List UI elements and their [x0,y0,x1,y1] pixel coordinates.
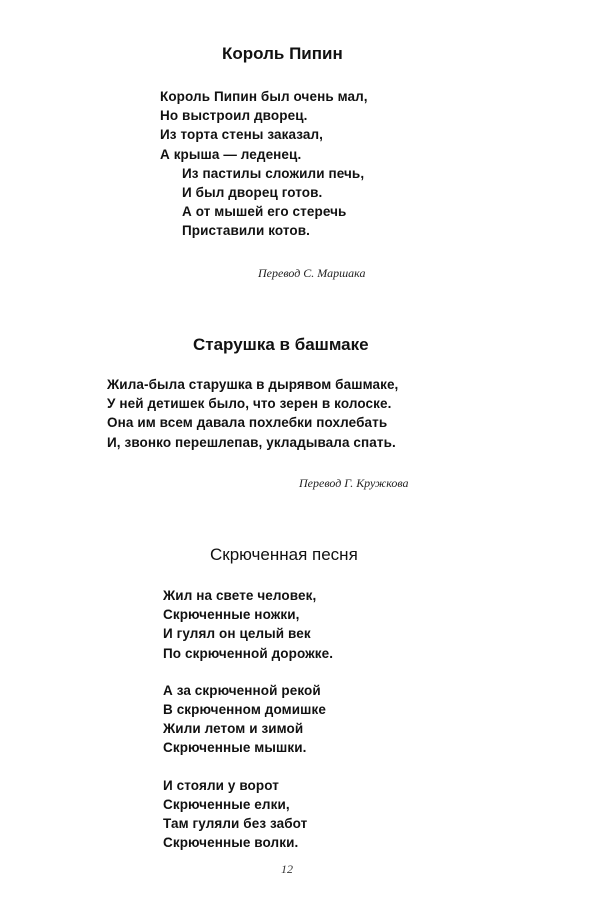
page-number: 12 [281,862,293,876]
stanza [163,776,333,853]
poem-title-starushka: Старушка в башмаке [193,335,369,354]
translation-credit: Перевод С. Маршака [258,266,366,280]
poem-body-starushka [107,375,398,452]
poem-line: В скрюченном домишке [163,702,326,718]
poem-line: Приставили котов. [182,223,311,239]
poem-line: Из пастилы сложили печь, [182,165,365,181]
stanza [163,681,333,758]
stanza [163,586,333,663]
poem-line: Скрюченные мышки. [163,740,307,756]
poem-line: Она им всем давала похлебки похлебать [107,415,388,431]
poem-line: А крыша — леденец. [160,146,302,162]
poem-line: Из торта стены заказал, [160,127,323,143]
poem-line: Скрюченные волки. [163,835,299,851]
poem-line: И был дворец готов. [182,185,323,201]
poem-line: У ней детишек было, что зерен в колоске. [107,396,392,412]
poem-title-skryuchennaya-pesnya: Скрюченная песня [210,545,358,564]
poem-line: Скрюченные ножки, [163,607,300,623]
poem-line: И стояли у ворот [163,777,279,793]
poem-line: Король Пипин был очень мал, [160,89,368,104]
poem-line: И, звонко перешлепав, укладывала спать. [107,434,396,450]
poem-line: Жила-была старушка в дырявом башмаке, [107,377,399,392]
poem-line: А за скрюченной рекой [163,682,321,698]
poem-line: Там гуляли без забот [163,816,308,832]
poem-line: По скрюченной дорожке. [163,645,334,661]
poem-line: Жили летом и зимой [163,721,304,737]
poem-line: И гулял он целый век [163,626,311,642]
poem-body-skryuchennaya-pesnya [163,586,333,852]
poem-title-korol-pipin: Король Пипин [222,44,343,63]
translation-credit: Перевод Г. Кружкова [299,476,409,490]
poem-line: Скрюченные елки, [163,796,290,812]
poem-line: Но выстроил дворец. [160,108,308,124]
poem-body-korol-pipin [160,87,368,241]
poem-line: А от мышей его стеречь [182,204,347,220]
poem-line: Жил на свете человек, [163,588,317,603]
